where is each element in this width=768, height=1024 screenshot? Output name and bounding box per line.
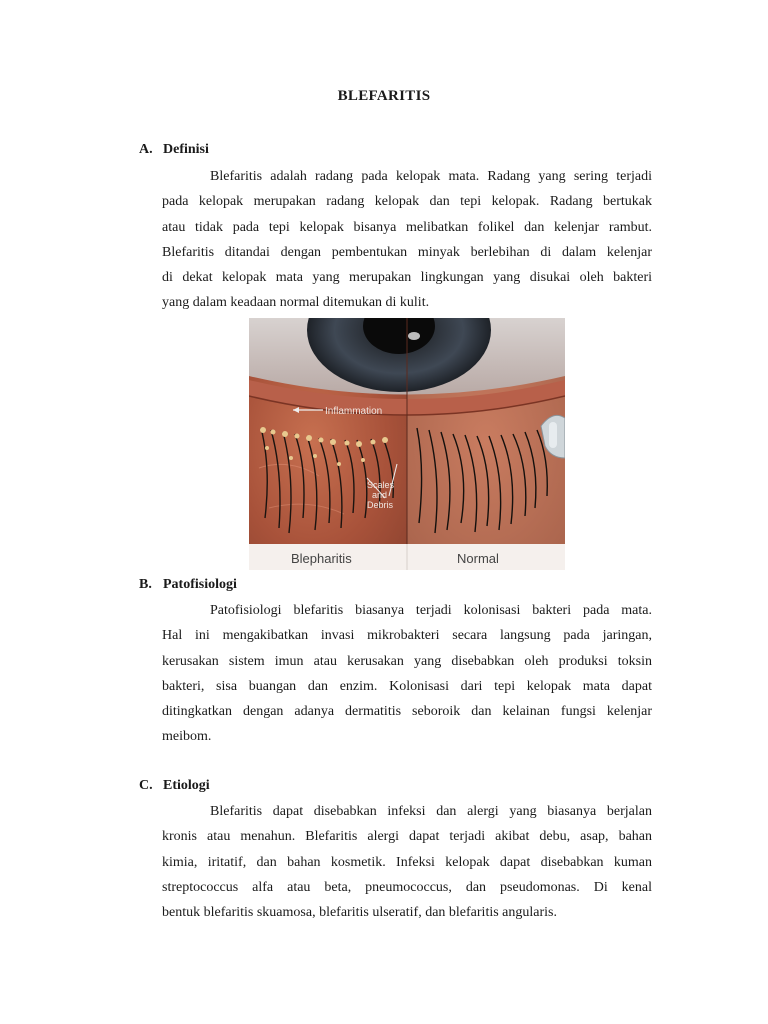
section-heading-text: Definisi xyxy=(163,142,209,157)
paragraph-line: Patofisiologi blefaritis biasanya terjadi kolonisasi bakteri pada mata. xyxy=(210,603,652,618)
paragraph-line: di dekat kelopak mata yang merupakan lingkungan yang disukai oleh bakteri xyxy=(162,270,652,286)
paragraph-etiologi xyxy=(162,799,652,925)
document-title: BLEFARITIS xyxy=(337,88,431,104)
paragraph-line: meibom. xyxy=(162,729,212,745)
paragraph-line: Blefaritis dapat disebabkan infeksi dan alergi yang biasanya berjalan xyxy=(210,804,652,819)
paragraph-line: kerusakan sistem imun atau kerusakan yang disebabkan oleh produksi toksin xyxy=(162,653,652,669)
section-heading-text: Patofisiologi xyxy=(163,577,237,592)
paragraph-patofisiologi xyxy=(162,598,652,750)
paragraph-line: bentuk blefaritis skuamosa, blefaritis ulseratif, dan blefaritis angularis. xyxy=(162,905,557,921)
section-letter: B. xyxy=(139,577,152,592)
paragraph-line: atau tidak pada tepi kelopak bisanya melibatkan folikel dan kelenjar rambut. xyxy=(162,219,652,235)
section-heading-text: Etiologi xyxy=(163,778,210,793)
paragraph-line: Blefaritis adalah radang pada kelopak mata. Radang yang sering terjadi xyxy=(210,169,652,184)
paragraph-definisi xyxy=(162,164,652,316)
section-heading-patofisiologi xyxy=(139,577,237,593)
inflammation-label: Inflammation xyxy=(325,406,383,417)
section-heading-definisi xyxy=(139,142,209,158)
paragraph-line: streptococcus alfa atau beta, pneumococcus, dan pseudomonas. Di kenal xyxy=(162,879,652,895)
scales-label-1: Scales xyxy=(367,480,395,490)
scales-label-3: Debris xyxy=(367,500,394,510)
paragraph-line: yang dalam keadaan normal ditemukan di kulit. xyxy=(162,295,430,311)
paragraph-line: bakteri, sisa buangan dan enzim. Kolonisasi dari tepi kelopak mata dapat xyxy=(162,678,652,694)
scales-label-2: and xyxy=(372,490,388,500)
section-letter: A. xyxy=(139,142,153,157)
paragraph-line: Blefaritis ditandai dengan pembentukan minyak berlebihan di dalam kelenjar xyxy=(162,244,652,260)
section-heading-etiologi xyxy=(139,778,210,794)
paragraph-line: kronis atau menahun. Blefaritis alergi dapat terjadi akibat debu, asap, bahan xyxy=(162,829,652,845)
paragraph-line: pada kelopak merupakan radang kelopak dan tepi kelopak. Radang bertukak xyxy=(162,194,652,210)
blepharitis-illustration xyxy=(249,318,565,570)
paragraph-line: kimia, iritatif, dan bahan kosmetik. Infeksi kelopak dapat disebabkan kuman xyxy=(162,854,652,870)
paragraph-line: ditingkatkan dengan adanya dermatitis seboroik dan kelainan fungsi kelenjar xyxy=(162,704,652,720)
paragraph-line: Hal ini mengakibatkan invasi mikrobakteri secara langsung pada jaringan, xyxy=(162,628,652,644)
caption-blepharitis: Blepharitis xyxy=(291,551,352,566)
caption-normal: Normal xyxy=(457,551,499,566)
section-letter: C. xyxy=(139,778,153,793)
